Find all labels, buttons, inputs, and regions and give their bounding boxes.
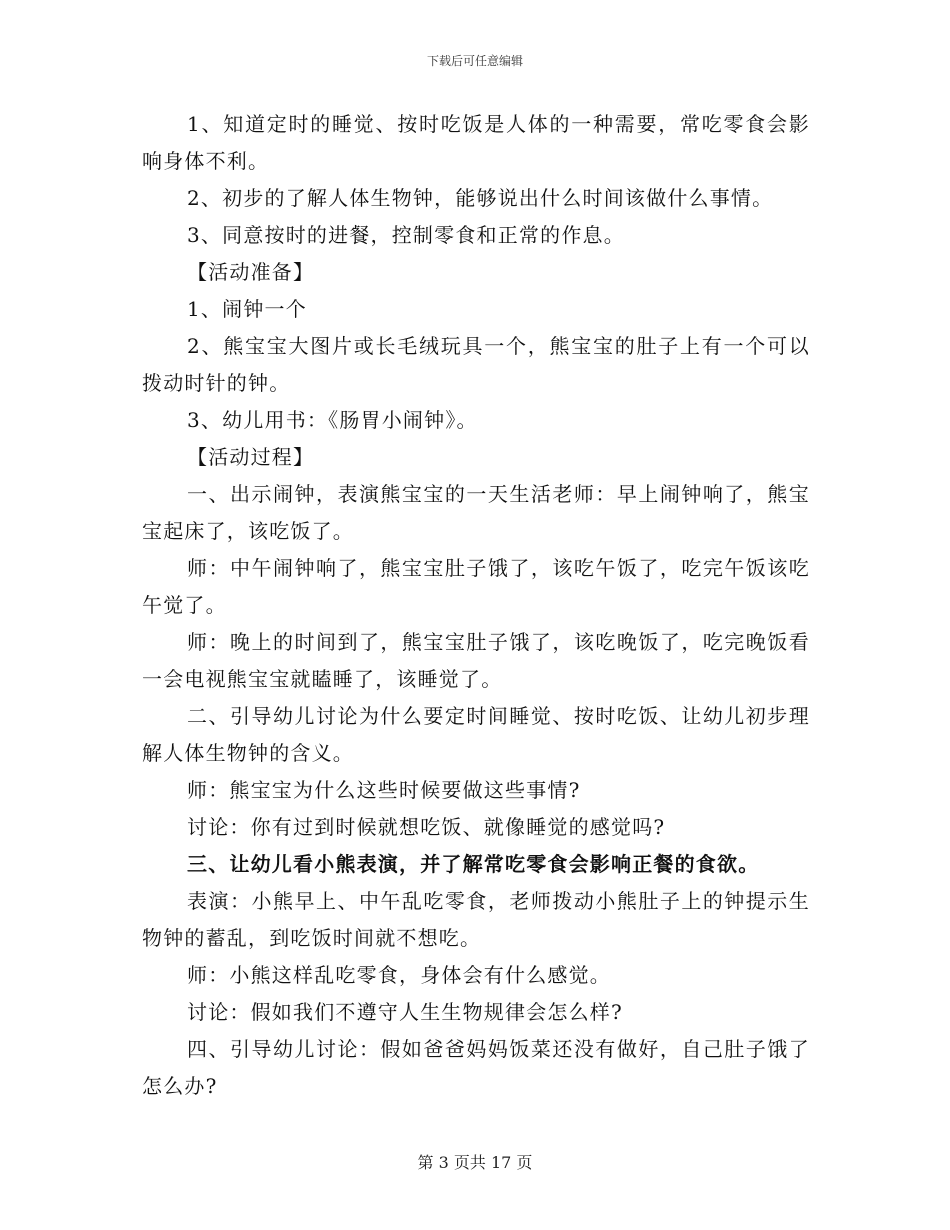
page-footer: 第 3 页共 17 页 [417,1153,533,1172]
paragraph-process-1: 一、出示闹钟，表演熊宝宝的一天生活老师：早上闹钟响了，熊宝宝起床了，该吃饭了。 [142,482,810,543]
section-heading-process: 【活动过程】 [187,445,315,469]
paragraph-process-4: 四、引导幼儿讨论：假如爸爸妈妈饭菜还没有做好，自己肚子饿了怎么办? [142,1037,810,1098]
paragraph-prep-3: 3、幼儿用书：《肠胃小闹钟》。 [187,408,478,432]
paragraph-goal-1: 1、知道定时的睡觉、按时吃饭是人体的一种需要，常吃零食会影响身体不利。 [142,112,810,173]
paragraph-teacher-evening: 师：晚上的时间到了，熊宝宝肚子饿了，该吃晚饭了，吃完晚饭看一会电视熊宝宝就瞌睡了，该睡觉了。 [142,630,810,691]
paragraph-process-2: 二、引导幼儿讨论为什么要定时间睡觉、按时吃饭、让幼儿初步理解人体生物钟的含义。 [142,704,810,765]
paragraph-prep-1: 1、闹钟一个 [187,297,307,321]
document-body [142,106,810,1105]
paragraph-goal-3: 3、同意按时的进餐，控制零食和正常的作息。 [187,223,625,247]
page-header: 下载后可任意编辑 [426,54,523,68]
paragraph-discussion-1: 讨论：你有过到时候就想吃饭、就像睡觉的感觉吗? [187,815,666,839]
paragraph-performance: 表演：小熊早上、中午乱吃零食，老师拨动小熊肚子上的钟提示生物钟的蓄乱，到吃饭时间就不想吃。 [142,889,810,950]
paragraph-teacher-bear: 师：小熊这样乱吃零食，身体会有什么感觉。 [187,963,611,987]
paragraph-teacher-noon: 师：中午闹钟响了，熊宝宝肚子饿了，该吃午饭了，吃完午饭该吃午觉了。 [142,556,810,617]
paragraph-process-3: 三、让幼儿看小熊表演，并了解常吃零食会影响正餐的食欲。 [187,852,760,876]
paragraph-prep-2: 2、熊宝宝大图片或长毛绒玩具一个，熊宝宝的肚子上有一个可以拨动时针的钟。 [142,334,810,395]
paragraph-discussion-2: 讨论：假如我们不遵守人生生物规律会怎么样? [187,1000,623,1024]
paragraph-goal-2: 2、初步的了解人体生物钟，能够说出什么时间该做什么事情。 [187,186,774,210]
section-heading-preparation: 【活动准备】 [187,260,315,284]
paragraph-teacher-question: 师：熊宝宝为什么这些时候要做这些事情? [187,778,581,802]
